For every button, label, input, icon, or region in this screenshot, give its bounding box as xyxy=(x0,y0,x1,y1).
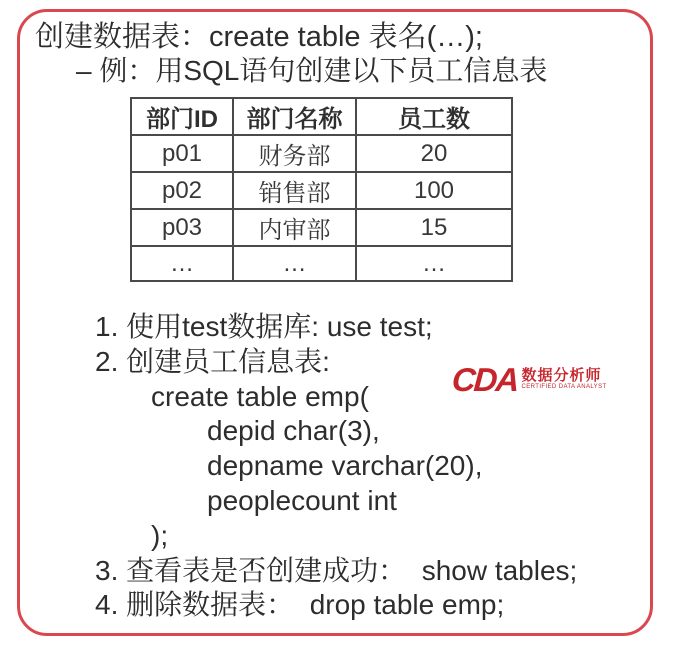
cda-logo xyxy=(450,361,607,398)
table-row xyxy=(131,209,512,246)
table-header-row xyxy=(131,98,512,135)
sql-steps-list xyxy=(0,310,700,623)
cell-emp-count: 20 xyxy=(356,135,512,172)
cell-dept-name: 内审部 xyxy=(233,209,356,246)
code-field-depname: depname varchar(20), xyxy=(207,450,483,482)
cell-dept-id: p02 xyxy=(131,172,233,209)
code-field-depid: depid char(3), xyxy=(207,415,380,447)
cell-dept-id: p03 xyxy=(131,209,233,246)
cell-dept-id: p01 xyxy=(131,135,233,172)
cda-logo-acronym: CDA xyxy=(450,361,519,398)
cda-logo-text-block xyxy=(522,368,607,391)
slide-title: 创建数据表：create table 表名(…); xyxy=(35,21,483,53)
cda-logo-english-name: CERTIFIED DATA ANALYST xyxy=(521,384,607,390)
cell-emp-count: 100 xyxy=(356,172,512,209)
step-create-table: 2. 创建员工信息表: xyxy=(95,345,330,377)
table-row xyxy=(131,172,512,209)
cell-dept-name: 财务部 xyxy=(233,135,356,172)
header-dept-id: 部门ID xyxy=(131,98,233,135)
step-show-tables: 3. 查看表是否创建成功： show tables; xyxy=(95,554,578,586)
cell-ellipsis: … xyxy=(233,246,356,281)
header-dept-name: 部门名称 xyxy=(233,98,356,135)
header-emp-count: 员工数 xyxy=(356,98,512,135)
code-field-peoplecount: peoplecount int xyxy=(207,484,397,516)
cda-logo-chinese-name: 数据分析师 xyxy=(521,367,602,384)
step-use-database: 1. 使用test数据库: use test; xyxy=(95,311,433,342)
cell-ellipsis: … xyxy=(131,246,233,281)
code-create-table-open: create table emp( xyxy=(151,380,369,412)
cell-emp-count: 15 xyxy=(356,209,512,246)
table-row-ellipsis xyxy=(131,246,512,281)
step-drop-table: 4. 删除数据表： drop table emp; xyxy=(95,589,505,621)
cell-ellipsis: … xyxy=(356,246,512,281)
slide-subtitle: – 例：用SQL语句创建以下员工信息表 xyxy=(76,55,548,86)
table-row xyxy=(131,135,512,172)
code-create-table-close: ); xyxy=(151,519,169,551)
department-table xyxy=(130,97,513,282)
cell-dept-name: 销售部 xyxy=(233,172,356,209)
